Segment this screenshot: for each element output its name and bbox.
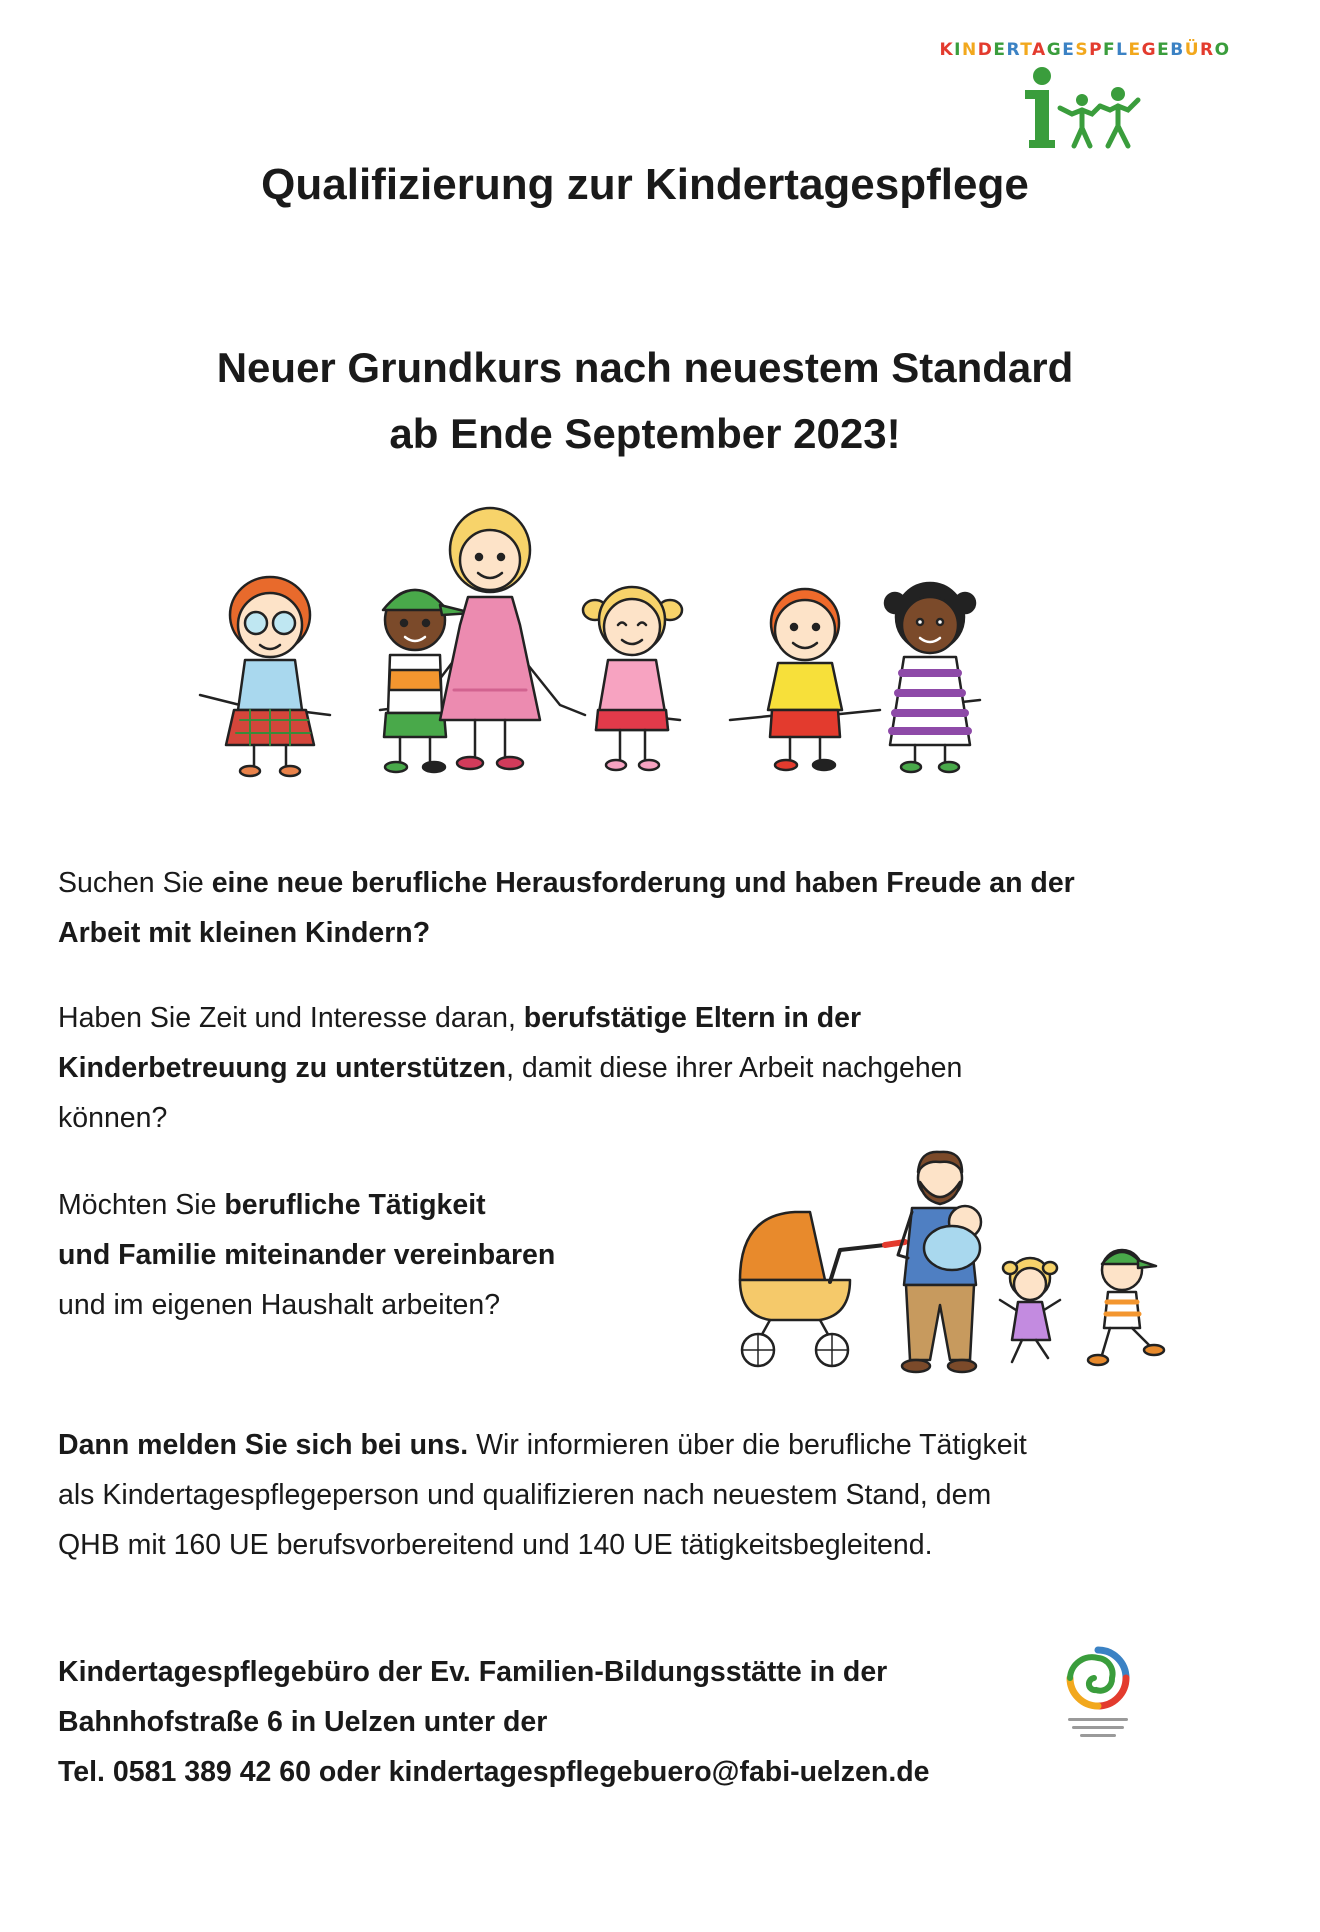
logo-letter: Ü	[1184, 40, 1200, 60]
logo-wordmark	[935, 40, 1235, 60]
logo-letter: A	[1032, 40, 1047, 60]
logo-letter: P	[1089, 40, 1104, 60]
logo-letter: F	[1103, 40, 1117, 60]
page-title: Qualifizierung zur Kindertagespflege	[261, 160, 1029, 209]
p3-bold-line1: berufliche Tätigkeit	[224, 1189, 486, 1221]
p1-bold-line2: Arbeit mit kleinen Kindern?	[58, 917, 431, 949]
logo-letter: G	[1141, 40, 1158, 60]
logo-letter: E	[1157, 40, 1171, 60]
paragraph-call-to-action	[58, 1420, 1027, 1570]
p4-text-line3: QHB mit 160 UE berufsvorbereitend und 140 UE tätigkeitsbegleitend.	[58, 1529, 933, 1561]
kindertagespflegebuero-logo	[935, 40, 1235, 155]
contact-block	[58, 1647, 930, 1797]
paragraph-intro-question	[58, 858, 1075, 958]
logo-letter: R	[1200, 40, 1215, 60]
p1-text: Suchen Sie	[58, 867, 212, 899]
paragraph-support-parents	[58, 993, 962, 1143]
announcement-line-1: Neuer Grundkurs nach neuestem Standard	[216, 344, 1074, 391]
logo-letter: T	[1020, 40, 1033, 60]
p3-bold-line2: und Familie miteinander vereinbaren	[58, 1239, 556, 1271]
logo-letter: I	[954, 40, 962, 60]
contact-line-1: Kindertagespflegebüro der Ev. Familien-Bildungsstätte in der	[58, 1656, 888, 1688]
logo-letter: K	[939, 40, 955, 60]
p3-text-line3: und im eigenen Haushalt arbeiten?	[58, 1289, 501, 1321]
logo-letter: E	[1128, 40, 1142, 60]
p3-text: Möchten Sie	[58, 1189, 225, 1221]
contact-line-2: Bahnhofstraße 6 in Uelzen unter der	[58, 1706, 548, 1738]
course-announcement	[0, 335, 1290, 467]
p4-text-line1: Wir informieren über die berufliche Tätigkeit	[468, 1429, 1027, 1461]
p2-text-line3: können?	[58, 1102, 168, 1134]
logo-letter: L	[1116, 40, 1129, 60]
logo-letter: E	[993, 40, 1007, 60]
p4-text-line2: als Kindertagespflegeperson und qualifizieren nach neuestem Stand, dem	[58, 1479, 992, 1511]
logo-letter: D	[977, 40, 994, 60]
logo-letter: N	[961, 40, 978, 60]
father-with-stroller-illustration	[730, 1150, 1180, 1380]
p2-text: Haben Sie Zeit und Interesse daran,	[58, 1002, 524, 1034]
logo-letter: R	[1006, 40, 1021, 60]
p2-text-line2: , damit diese ihrer Arbeit nachgehen	[506, 1052, 963, 1084]
children-holding-hands-illustration	[190, 505, 1110, 780]
p4-bold: Dann melden Sie sich bei uns.	[58, 1429, 469, 1461]
logo-letter: E	[1062, 40, 1076, 60]
familien-bildungsstaette-logo	[1058, 1640, 1138, 1740]
logo-letter: O	[1214, 40, 1231, 60]
logo-letter: B	[1170, 40, 1185, 60]
logo-letter: S	[1075, 40, 1090, 60]
paragraph-work-family	[58, 1180, 555, 1330]
p2-bold-line2: Kinderbetreuung zu unterstützen	[58, 1052, 507, 1084]
logo-figures-icon	[1020, 64, 1150, 154]
p2-bold-line1: berufstätige Eltern in der	[523, 1002, 862, 1034]
contact-phone-email: Tel. 0581 389 42 60 oder kindertagespflegebuero@fabi-uelzen.de	[58, 1756, 930, 1788]
announcement-line-2: ab Ende September 2023!	[389, 410, 901, 457]
p1-bold-line1: eine neue berufliche Herausforderung und haben Freude an der	[211, 867, 1075, 899]
logo-letter: G	[1046, 40, 1063, 60]
